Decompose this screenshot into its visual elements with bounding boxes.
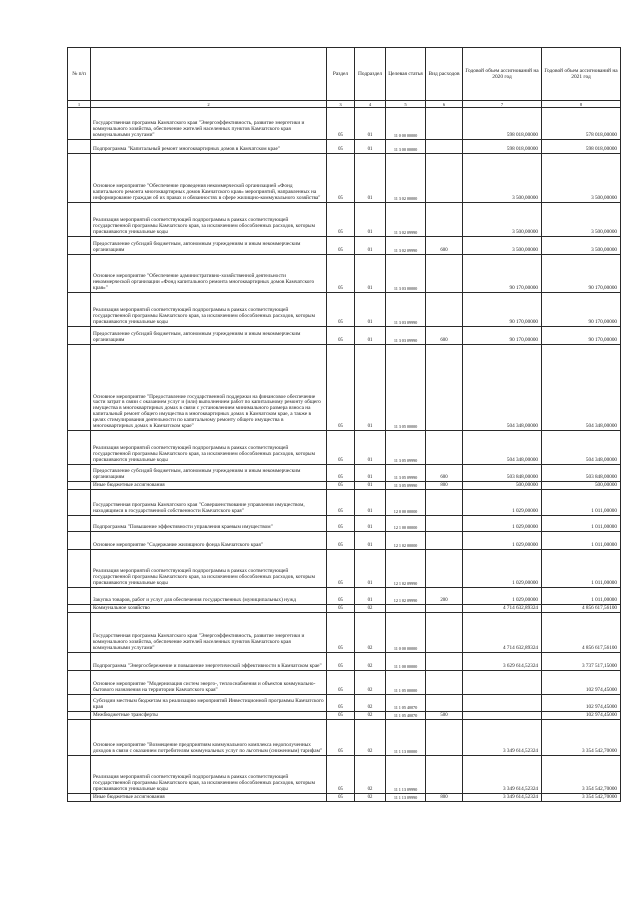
cell-sum-2021: 500,00000 [542,482,621,490]
cell-razdel: 05 [327,720,355,756]
cell-vr [426,653,463,671]
cell-vr [426,516,463,532]
cell-csr: 11 3 03 09990 [386,327,426,345]
cell-name: Основное мероприятие "Обеспечение административно-хозяйственной деятельности некоммерческой организации «Фонд капитального ремонта многоквартирных домов Камчатского края»" [91,255,327,293]
cell-vr: 600 [426,465,463,482]
cell-vr [426,720,463,756]
table-row [68,532,621,550]
cell-name: Субсидии местным бюджетам на реализацию мероприятий Инвестиционной программы Камчатского края [91,695,327,712]
cell-razdel: 05 [327,490,355,516]
cell-num [68,154,91,203]
cell-num [68,482,91,490]
cell-vr: 800 [426,482,463,490]
cell-num [68,756,91,794]
cell-sum-2020: 504 348,00000 [463,345,542,431]
cell-name: Подпрограмма "Капитальный ремонт многоквартирных домов в Камчатском крае" [91,140,327,154]
cell-sum-2020: 4 714 632,89324 [463,613,542,653]
header-col-vr: Вид расходов [426,48,463,101]
cell-csr: 11 1 05 40070 [386,712,426,720]
cell-podrazdel: 01 [355,532,386,550]
cell-csr: 11 1 05 40070 [386,695,426,712]
cell-podrazdel: 01 [355,490,386,516]
cell-sum-2020: 504 348,00000 [463,431,542,465]
cell-sum-2020: 90 170,00000 [463,327,542,345]
header-col-podrazdel: Подраздел [355,48,386,101]
cell-razdel: 05 [327,756,355,794]
cell-num [68,345,91,431]
cell-name: Закупка товаров, работ и услуг для обеспечения государственных (муниципальных) нужд [91,588,327,605]
column-number: 4 [355,101,386,108]
cell-sum-2021: 3 354 542,70000 [542,794,621,802]
cell-csr [386,605,426,613]
cell-name: Межбюджетные трансферты [91,712,327,720]
column-number-row [68,101,621,108]
cell-sum-2020: 598 018,00000 [463,140,542,154]
cell-num [68,613,91,653]
column-number: 2 [91,101,327,108]
table-row [68,605,621,613]
cell-vr: 500 [426,712,463,720]
table-row [68,712,621,720]
cell-num [68,605,91,613]
cell-num [68,237,91,255]
cell-podrazdel: 01 [355,345,386,431]
cell-vr [426,490,463,516]
cell-sum-2021: 90 170,00000 [542,255,621,293]
cell-csr: 11 3 02 09990 [386,203,426,237]
cell-razdel: 05 [327,327,355,345]
cell-num [68,516,91,532]
cell-csr: 11 1 13 09990 [386,756,426,794]
cell-sum-2020: 3 500,00000 [463,203,542,237]
column-number: 8 [542,101,621,108]
cell-num [68,588,91,605]
table-row [68,108,621,140]
table-row [68,237,621,255]
cell-sum-2021: 90 170,00000 [542,327,621,345]
table-row [68,720,621,756]
cell-sum-2021: 1 011,00000 [542,588,621,605]
cell-name: Основное мероприятие "Модернизация систем энерго-, теплоснабжения и объектов коммунально-бытового назначения на территории Камчатского края" [91,671,327,695]
table-row [68,140,621,154]
header-col-2021: Годовой объем ассигнований на 2021 год [542,48,621,101]
cell-csr: 11 0 00 00000 [386,108,426,140]
cell-csr: 11 1 05 00000 [386,671,426,695]
cell-vr [426,431,463,465]
table-row [68,482,621,490]
cell-sum-2021: 1 011,00000 [542,550,621,588]
table-row [68,794,621,802]
cell-sum-2021: 3 500,00000 [542,237,621,255]
cell-num [68,550,91,588]
cell-sum-2020 [463,695,542,712]
cell-sum-2021: 102 974,45000 [542,712,621,720]
cell-razdel: 05 [327,532,355,550]
cell-sum-2020: 4 714 632,89324 [463,605,542,613]
cell-sum-2020: 3 629 614,52324 [463,653,542,671]
cell-vr [426,605,463,613]
cell-podrazdel: 01 [355,237,386,255]
cell-podrazdel: 02 [355,720,386,756]
cell-csr: 11 3 00 00000 [386,140,426,154]
table-row [68,516,621,532]
cell-sum-2020: 1 029,00000 [463,588,542,605]
cell-vr: 200 [426,588,463,605]
cell-podrazdel: 01 [355,431,386,465]
cell-razdel: 05 [327,516,355,532]
cell-sum-2020 [463,712,542,720]
column-number: 5 [386,101,426,108]
cell-razdel: 05 [327,653,355,671]
cell-podrazdel: 01 [355,550,386,588]
cell-name: Основное мероприятие "Содержание жилищного фонда Камчатского края" [91,532,327,550]
cell-podrazdel: 01 [355,293,386,327]
cell-razdel: 05 [327,203,355,237]
table-row [68,345,621,431]
cell-csr: 11 1 13 00000 [386,720,426,756]
budget-table [67,47,621,802]
header-row [68,48,621,101]
cell-vr [426,255,463,293]
cell-vr [426,140,463,154]
cell-sum-2021: 504 348,00000 [542,345,621,431]
cell-vr [426,345,463,431]
cell-vr: 600 [426,237,463,255]
cell-sum-2021: 102 974,45000 [542,695,621,712]
cell-vr [426,613,463,653]
cell-name: Иные бюджетные ассигнования [91,482,327,490]
cell-podrazdel: 02 [355,605,386,613]
cell-sum-2021: 504 348,00000 [542,431,621,465]
cell-name: Основное мероприятие "Обеспечение проведения некоммерческой организацией «Фонд капитального ремонта многоквартирных домов Камчатского края» мероприятий, направленных на информирование граждан об их правах и обязанностях в сфере жилищно-коммунального хозяйства" [91,154,327,203]
cell-sum-2021: 4 856 617,56100 [542,605,621,613]
cell-csr: 11 3 03 09990 [386,293,426,327]
cell-csr: 11 3 03 00000 [386,255,426,293]
cell-sum-2021: 4 856 617,56100 [542,613,621,653]
cell-num [68,255,91,293]
header-col-num: № п/п [68,48,91,101]
cell-sum-2021: 503 848,00000 [542,465,621,482]
cell-podrazdel: 01 [355,327,386,345]
cell-podrazdel: 01 [355,482,386,490]
table-row [68,465,621,482]
column-number: 1 [68,101,91,108]
cell-csr: 12 1 00 00000 [386,516,426,532]
cell-csr: 11 1 00 00000 [386,653,426,671]
cell-razdel: 05 [327,465,355,482]
cell-vr: 600 [426,327,463,345]
cell-sum-2021: 102 974,45000 [542,671,621,695]
cell-podrazdel: 02 [355,653,386,671]
cell-razdel: 05 [327,550,355,588]
cell-csr: 11 3 05 09990 [386,482,426,490]
cell-num [68,108,91,140]
cell-csr: 12 1 02 09990 [386,550,426,588]
cell-num [68,203,91,237]
cell-num [68,293,91,327]
cell-name: Коммунальное хозяйство [91,605,327,613]
cell-razdel: 05 [327,794,355,802]
cell-sum-2020: 1 029,00000 [463,516,542,532]
cell-podrazdel: 01 [355,255,386,293]
table-row [68,695,621,712]
cell-csr: 11 3 05 09990 [386,431,426,465]
table-row [68,550,621,588]
cell-vr [426,671,463,695]
cell-vr: 800 [426,794,463,802]
cell-sum-2020: 1 029,00000 [463,550,542,588]
cell-csr: 12 0 00 00000 [386,490,426,516]
cell-name: Реализация мероприятий соответствующей подпрограммы в рамках соответствующей государственной программы Камчатского края, за исключением обособленных расходов, которым присваиваются уникальные коды [91,293,327,327]
table-row [68,203,621,237]
table-row [68,653,621,671]
column-number: 7 [463,101,542,108]
cell-razdel: 05 [327,108,355,140]
cell-vr [426,756,463,794]
cell-name: Государственная программа Камчатского края "Совершенствование управления имуществом, находящимся в государственной собственности Камчатского края" [91,490,327,516]
cell-sum-2021: 598 018,00000 [542,140,621,154]
cell-name: Реализация мероприятий соответствующей подпрограммы в рамках соответствующей государственной программы Камчатского края, за исключением обособленных расходов, которым присваиваются уникальные коды [91,431,327,465]
cell-razdel: 05 [327,293,355,327]
cell-podrazdel: 02 [355,756,386,794]
cell-sum-2020: 3 500,00000 [463,237,542,255]
cell-num [68,720,91,756]
header-col-2020: Годовой объем ассигнований на 2020 год [463,48,542,101]
cell-name: Иные бюджетные ассигнования [91,794,327,802]
cell-razdel: 05 [327,431,355,465]
cell-name: Реализация мероприятий соответствующей подпрограммы в рамках соответствующей государственной программы Камчатского края, за исключением обособленных расходов, которым присваиваются уникальные коды [91,756,327,794]
cell-csr: 12 1 02 00000 [386,532,426,550]
table-row [68,671,621,695]
table-row [68,756,621,794]
cell-sum-2021: 3 500,00000 [542,203,621,237]
cell-razdel: 05 [327,482,355,490]
cell-vr [426,695,463,712]
cell-sum-2021: 3 354 542,70000 [542,756,621,794]
cell-name: Государственная программа Камчатского края "Энергоэффективность, развитие энергетики и коммунального хозяйства, обеспечение жителей населенных пунктов Камчатского края коммунальными услугами" [91,108,327,140]
cell-name: Предоставление субсидий бюджетным, автономным учреждениям и иным некоммерческим организациям [91,237,327,255]
cell-num [68,140,91,154]
cell-sum-2020: 500,00000 [463,482,542,490]
cell-podrazdel: 01 [355,203,386,237]
cell-num [68,794,91,802]
header-col-name [91,48,327,101]
cell-num [68,465,91,482]
cell-podrazdel: 02 [355,695,386,712]
cell-razdel: 05 [327,613,355,653]
cell-sum-2021: 578 018,00000 [542,108,621,140]
cell-razdel: 05 [327,345,355,431]
cell-vr [426,550,463,588]
cell-podrazdel: 02 [355,794,386,802]
cell-sum-2021: 3 500,00000 [542,154,621,203]
cell-name: Основное мероприятие "Возмещение предприятиям коммунального комплекса недополученных доходов в связи с оказанием потребителям коммунальных услуг по льготным (сниженным) тарифам" [91,720,327,756]
cell-podrazdel: 01 [355,516,386,532]
cell-num [68,671,91,695]
cell-sum-2021: 3 737 517,15000 [542,653,621,671]
column-number: 3 [327,101,355,108]
table-row [68,588,621,605]
cell-razdel: 05 [327,695,355,712]
budget-table-sheet [67,47,620,802]
cell-sum-2021: 3 354 542,70000 [542,720,621,756]
cell-csr: 11 1 13 09990 [386,794,426,802]
cell-csr: 12 1 02 09990 [386,588,426,605]
cell-name: Государственная программа Камчатского края "Энергоэффективность, развитие энергетики и коммунального хозяйства, обеспечение жителей населенных пунктов Камчатского края коммунальными услугами" [91,613,327,653]
cell-vr [426,293,463,327]
cell-sum-2020 [463,671,542,695]
cell-num [68,695,91,712]
table-row [68,293,621,327]
table-body [68,108,621,802]
cell-sum-2021: 1 011,00000 [542,490,621,516]
cell-sum-2020: 3 500,00000 [463,154,542,203]
cell-podrazdel: 01 [355,588,386,605]
cell-podrazdel: 01 [355,108,386,140]
cell-num [68,490,91,516]
cell-sum-2020: 90 170,00000 [463,255,542,293]
table-row [68,154,621,203]
cell-sum-2020: 3 349 614,52324 [463,720,542,756]
cell-razdel: 05 [327,671,355,695]
cell-razdel: 05 [327,237,355,255]
cell-sum-2020: 1 029,00000 [463,490,542,516]
cell-name: Предоставление субсидий бюджетным, автономным учреждениям и иным некоммерческим организациям [91,327,327,345]
cell-csr: 11 3 05 00000 [386,345,426,431]
cell-sum-2020: 1 029,00000 [463,532,542,550]
cell-sum-2020: 598 018,00000 [463,108,542,140]
cell-razdel: 05 [327,712,355,720]
cell-num [68,532,91,550]
cell-num [68,327,91,345]
cell-csr: 11 3 02 00000 [386,154,426,203]
cell-razdel: 05 [327,255,355,293]
cell-csr: 11 3 02 09990 [386,237,426,255]
cell-sum-2020: 3 349 614,52324 [463,756,542,794]
table-row [68,327,621,345]
cell-name: Подпрограмма "Энергосбережение и повышение энергетической эффективности в Камчатском крае" [91,653,327,671]
table-row [68,490,621,516]
table-row [68,613,621,653]
cell-vr [426,154,463,203]
cell-podrazdel: 01 [355,140,386,154]
cell-name: Предоставление субсидий бюджетным, автономным учреждениям и иным некоммерческим организациям [91,465,327,482]
header-col-razdel: Раздел [327,48,355,101]
cell-vr [426,203,463,237]
cell-csr: 11 0 00 00000 [386,613,426,653]
cell-razdel: 05 [327,588,355,605]
cell-podrazdel: 02 [355,613,386,653]
cell-sum-2021: 1 011,00000 [542,516,621,532]
cell-sum-2020: 3 349 614,52324 [463,794,542,802]
cell-num [68,653,91,671]
cell-razdel: 05 [327,605,355,613]
column-number: 6 [426,101,463,108]
header-col-csr: Целевая статья [386,48,426,101]
cell-csr: 11 3 05 09990 [386,465,426,482]
cell-num [68,712,91,720]
cell-name: Основное мероприятие "Предоставление государственной поддержки на финансовое обеспечение части затрат в связи с оказанием услуг и (или) выполнением работ по капитальному ремонту общего имущества в многоквартирных домах в связи с установлением минимального размера взноса на капитальный ремонт общего имущества в многоквартирных домах в Камчатском крае, а также в целях стимулирования деятельности по капитальному ремонту общего имущества в многоквартирных домах в Камчатском крае" [91,345,327,431]
cell-name: Реализация мероприятий соответствующей подпрограммы в рамках соответствующей государственной программы Камчатского края, за исключением обособленных расходов, которым присваиваются уникальные коды [91,203,327,237]
cell-podrazdel: 02 [355,712,386,720]
cell-sum-2021: 1 011,00000 [542,532,621,550]
cell-sum-2020: 90 170,00000 [463,293,542,327]
cell-name: Подпрограмма "Повышение эффективности управления краевым имуществом" [91,516,327,532]
cell-vr [426,532,463,550]
cell-podrazdel: 01 [355,465,386,482]
table-row [68,255,621,293]
cell-num [68,431,91,465]
cell-vr [426,108,463,140]
cell-name: Реализация мероприятий соответствующей подпрограммы в рамках соответствующей государственной программы Камчатского края, за исключением обособленных расходов, которым присваиваются уникальные коды [91,550,327,588]
cell-razdel: 05 [327,140,355,154]
cell-sum-2020: 503 848,00000 [463,465,542,482]
table-row [68,431,621,465]
cell-sum-2021: 90 170,00000 [542,293,621,327]
cell-podrazdel: 02 [355,671,386,695]
cell-razdel: 05 [327,154,355,203]
cell-podrazdel: 01 [355,154,386,203]
